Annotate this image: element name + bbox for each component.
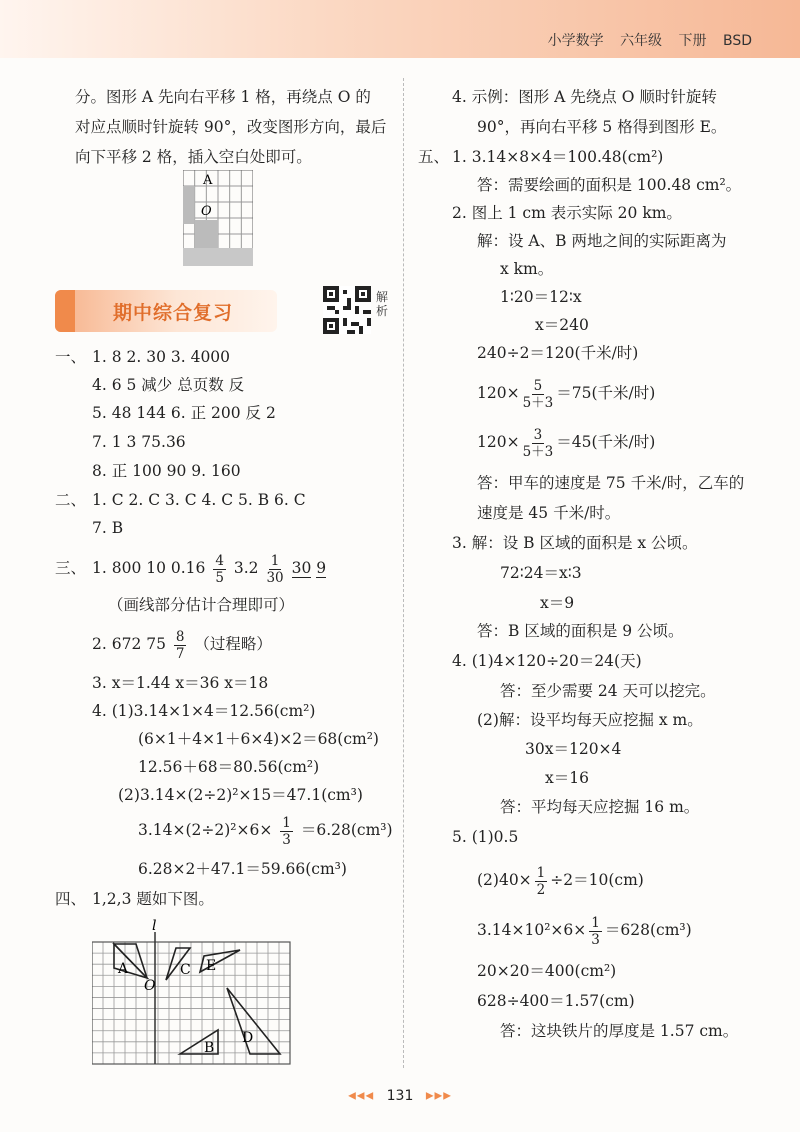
fraction-numerator: 1 — [270, 552, 280, 569]
answer-line: x km。 — [500, 260, 554, 278]
figure-label-a: A — [118, 961, 129, 977]
header-grade: 六年级 — [620, 33, 663, 49]
fraction-denominator: 5＋3 — [522, 443, 554, 460]
header-volume: 下册 — [678, 33, 707, 49]
answer-text: ＝75(千米/时) — [556, 384, 656, 402]
answer-text: ＝628(cm³) — [604, 921, 692, 939]
section-number: 五、 — [418, 148, 450, 166]
section-number: 四、 — [55, 890, 87, 908]
answer-text: 120× — [477, 384, 520, 402]
qr-label: 解析 — [376, 290, 389, 318]
prev-arrows-icon: ◀◀◀ — [348, 1090, 375, 1102]
section-title: 期中综合复习 — [113, 302, 234, 324]
answer-line: 5. (1)0.5 — [452, 828, 519, 846]
answer-line: 30x＝120×4 — [525, 740, 622, 758]
section-number: 一、 — [55, 348, 87, 366]
answer-line: 1. 3.14×8×4＝100.48(cm²) — [452, 148, 664, 166]
answer-line: 3. 解：设 B 区域的面积是 x 公顷。 — [452, 534, 698, 552]
answer-line: 4. (1)3.14×1×4＝12.56(cm²) — [92, 702, 316, 720]
left-text-line: 分。图形 A 先向右平移 1 格，再绕点 O 的 — [75, 88, 371, 106]
fraction — [213, 553, 226, 586]
answer-line: 答：平均每天应挖掘 16 m。 — [500, 798, 700, 816]
answer-text: ＝6.28(cm³) — [300, 821, 393, 839]
fraction — [266, 553, 283, 586]
answer-line: 1. 8 2. 30 3. 4000 — [92, 348, 231, 366]
fraction-numerator: 8 — [175, 628, 185, 645]
answer-line: 答：至少需要 24 天可以挖完。 — [500, 682, 716, 700]
answer-line: 3. x＝1.44 x＝36 x＝18 — [92, 674, 269, 692]
header-edition: BSD — [722, 33, 752, 49]
fraction-denominator: 5 — [215, 569, 224, 586]
fraction — [280, 815, 293, 848]
fraction — [174, 629, 187, 662]
answer-text: 3.14×(2÷2)²×6× — [138, 821, 273, 839]
answer-line: 4. 6 5 减少 总页数 反 — [92, 376, 245, 394]
fraction-denominator: 5＋3 — [522, 394, 554, 411]
answer-text: (2)40× — [477, 871, 532, 889]
answer-note: （画线部分估计合理即可） — [108, 596, 295, 614]
answer-line-fractions — [92, 624, 272, 664]
left-text-line: 向下平移 2 格，插入空白处即可。 — [75, 148, 312, 166]
answer-line: 72∶24＝x∶3 — [500, 564, 582, 582]
answer-line: 5. 48 144 6. 正 200 反 2 — [92, 404, 276, 422]
answer-line-fractions — [138, 810, 393, 850]
answer-line: 4. (1)4×120÷20＝24(天) — [452, 652, 642, 670]
page-header — [0, 0, 800, 58]
answer-line: 4. 示例：图形 A 先绕点 O 顺时针旋转 — [452, 88, 717, 106]
answer-line: 628÷400＝1.57(cm) — [477, 992, 635, 1010]
fraction-denominator: 7 — [175, 645, 185, 662]
fraction-numerator: 1 — [282, 814, 291, 831]
qr-code-icon[interactable] — [323, 286, 371, 334]
answer-line: 答：甲车的速度是 75 千米/时，乙车的 — [477, 474, 745, 492]
fraction-denominator: 3 — [282, 831, 291, 848]
answer-line: 1,2,3 题如下图。 — [92, 890, 214, 908]
answer-line-fractions — [92, 548, 326, 588]
transformation-grid-figure — [92, 918, 292, 1068]
fraction-numerator: 3 — [533, 426, 543, 443]
section-number: 二、 — [55, 491, 87, 509]
answer-line: 2. 图上 1 cm 表示实际 20 km。 — [452, 204, 682, 222]
answer-text: 120× — [477, 433, 520, 451]
underlined-answer: 9 — [316, 559, 327, 577]
underlined-answer: 30 — [291, 559, 312, 577]
answer-line: 6.28×2＋47.1＝59.66(cm³) — [138, 860, 347, 878]
fraction-denominator: 3 — [591, 931, 600, 948]
figure-label-c: C — [180, 962, 191, 978]
answer-text: 1. 800 10 0.16 — [92, 559, 206, 577]
answer-line: 1. C 2. C 3. C 4. C 5. B 6. C — [92, 491, 306, 509]
page-number: 131 — [386, 1088, 414, 1104]
header-subject: 小学数学 — [547, 33, 604, 49]
answer-line: 7. 1 3 75.36 — [92, 433, 186, 451]
answer-line-fractions — [477, 420, 655, 464]
fraction-numerator: 1 — [536, 864, 546, 881]
fraction — [535, 865, 548, 898]
answer-line: 答：需要绘画的面积是 100.48 cm²。 — [477, 176, 742, 194]
header-info — [536, 30, 752, 50]
figure-label-d: D — [242, 1030, 254, 1046]
answer-line: 速度是 45 千米/时。 — [477, 504, 621, 522]
answer-line: (6×1＋4×1＋6×4)×2＝68(cm²) — [138, 730, 379, 748]
answer-line: 答：B 区域的面积是 9 公顷。 — [477, 622, 684, 640]
answer-line: (2)解：设平均每天应挖掘 x m。 — [477, 711, 703, 729]
answer-text: 3.2 — [233, 559, 259, 577]
section-banner — [55, 290, 277, 332]
answer-line: 8. 正 100 90 9. 160 — [92, 462, 241, 480]
answer-line: x＝9 — [540, 594, 575, 612]
grid-label-a: A — [203, 173, 213, 188]
answer-line-fractions — [477, 858, 644, 902]
answer-line: 240÷2＝120(千米/时) — [477, 344, 639, 362]
answer-line-fractions — [477, 908, 692, 952]
axis-label-l: l — [152, 918, 157, 934]
fraction-numerator: 1 — [591, 914, 600, 931]
answer-text: ＝45(千米/时) — [556, 433, 656, 451]
fraction-denominator: 2 — [536, 881, 546, 898]
answer-line: 解：设 A、B 两地之间的实际距离为 — [477, 232, 727, 250]
column-divider — [403, 78, 404, 1068]
figure-label-e: E — [206, 958, 217, 974]
next-arrows-icon: ▶▶▶ — [425, 1090, 452, 1102]
answer-line: 7. B — [92, 519, 124, 537]
answer-line: x＝16 — [545, 769, 589, 787]
answer-text: 3.14×10²×6× — [477, 921, 587, 939]
figure-label-b: B — [204, 1040, 215, 1056]
fraction-numerator: 4 — [215, 552, 224, 569]
answer-line: 答：这块铁片的厚度是 1.57 cm。 — [500, 1022, 739, 1040]
fraction-denominator: 30 — [266, 569, 284, 586]
fraction — [523, 378, 554, 411]
answer-line: 12.56＋68＝80.56(cm²) — [138, 758, 320, 776]
answer-text: 2. 672 75 — [92, 635, 166, 653]
answer-text: （过程略） — [194, 635, 272, 653]
answer-line: 90°，再向右平移 5 格得到图形 E。 — [477, 118, 727, 136]
page-footer — [0, 1088, 800, 1104]
answer-line: x＝240 — [535, 316, 589, 334]
section-number: 三、 — [55, 559, 87, 577]
fraction — [589, 915, 602, 948]
answer-line-fractions — [477, 371, 655, 415]
fraction-numerator: 5 — [533, 377, 543, 394]
small-grid-figure — [183, 170, 253, 266]
left-text-line: 对应点顺时针旋转 90°，改变图形方向，最后 — [75, 118, 387, 136]
answer-text: ÷2＝10(cm) — [550, 871, 644, 889]
answer-line: 1∶20＝12∶x — [500, 288, 582, 306]
answer-line: 20×20＝400(cm²) — [477, 962, 617, 980]
figure-label-o: O — [144, 978, 156, 994]
answer-line: (2)3.14×(2÷2)²×15＝47.1(cm³) — [118, 786, 363, 804]
grid-label-o: O — [201, 204, 212, 219]
fraction — [523, 427, 554, 460]
banner-tab — [55, 290, 75, 332]
